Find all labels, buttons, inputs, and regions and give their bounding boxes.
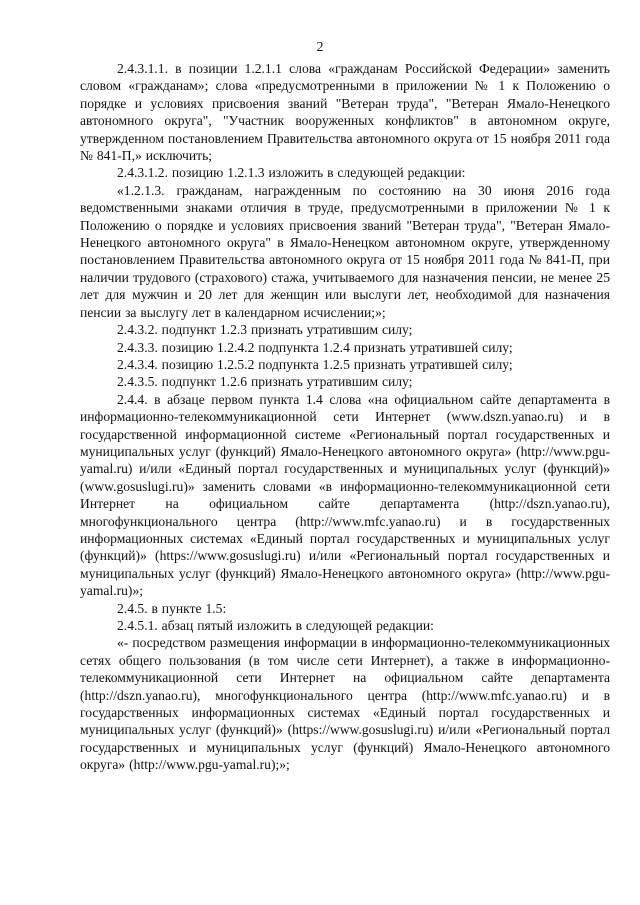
page-number: 2	[316, 40, 324, 55]
paragraph-2-4-3-3: 2.4.3.3. позицию 1.2.4.2 подпункта 1.2.4 признать утратившей силу;	[117, 339, 513, 355]
paragraph-2-4-3-5: 2.4.3.5. подпункт 1.2.6 признать утратившим силу;	[117, 374, 413, 390]
paragraph-2-4-4: 2.4.4. в абзаце первом пункта 1.4 слова «на официальном сайте департамента в информационно-телекоммуникационной сети Интернет (www.dszn.yanao.ru) и в государственной информационной системе «Региональный портал государственных и муниципальных услуг (функций) Ямало-Ненецкого автономного округа» (http://www.pgu-yamal.ru) и/или «Единый портал государственных и муниципальных услуг (функций)» (www.gosuslugi.ru)» заменить словами «в информационно-телекоммуникационной сети Интернет на официальном сайте департамента (http://dszn.yanao.ru), многофункционального центра (http://www.mfc.yanao.ru) и в государственных информационных системах «Единый портал государственных и муниципальных услуг (функций)» (https://www.gosuslugi.ru) и/или «Региональный портал государственных и муниципальных услуг (функций) Ямало-Ненецкого автономного округа» (http://www.pgu-yamal.ru)»;	[80, 391, 610, 599]
paragraph-quote-1-2-1-3: «1.2.1.3. гражданам, награжденным по состоянию на 30 июня 2016 года ведомственными знаками отличия в труде, предусмотренными в приложении № 1 к Положению о порядке и условиях присвоения званий "Ветеран труда", "Ветеран Ямало-Ненецкого автономного округа" в Ямало-Ненецком автономном округе, утвержденному постановлением Правительства автономного округа от 15 ноября 2011 года № 841-П, при наличии трудового (страхового) стажа, учитываемого для назначения пенсии, не менее 25 лет для мужчин и 20 лет для женщин или выслуги лет, необходимой для назначения пенсии за выслугу лет в календарном исчислении;»;	[80, 182, 610, 320]
paragraph-2-4-3-1-2: 2.4.3.1.2. позицию 1.2.1.3 изложить в следующей редакции:	[117, 165, 466, 181]
document-body	[80, 60, 610, 774]
paragraph-2-4-3-1-1: 2.4.3.1.1. в позиции 1.2.1.1 слова «гражданам Российской Федерации» заменить словом «гражданам»; слова «предусмотренными в приложении № 1 к Положению о порядке и условиях присвоения званий "Ветеран труда", "Ветеран Ямало-Ненецкого автономного округа", "Участник вооруженных конфликтов" в автономном округе, утвержденном постановлением Правительства автономного округа от 15 ноября 2011 года № 841-П,» исключить;	[80, 61, 610, 164]
paragraph-quote-posredstvom: «- посредством размещения информации в информационно-телекоммуникационных сетях общего пользования (в том числе сети Интернет), а также в информационно-телекоммуникационной сети Интернет на официальном сайте департамента (http://dszn.yanao.ru), многофункционального центра (http://www.mfc.yanao.ru) и в государственных информационных системах «Единый портал государственных и муниципальных услуг (функций)» (https://www.gosuslugi.ru) и/или «Региональный портал государственных и муниципальных услуг (функций) Ямало-Ненецкого автономного округа» (http://www.pgu-yamal.ru);»;	[80, 635, 610, 773]
paragraph-2-4-5-1: 2.4.5.1. абзац пятый изложить в следующей редакции:	[117, 618, 434, 633]
paragraph-2-4-3-2: 2.4.3.2. подпункт 1.2.3 признать утратившим силу;	[117, 322, 413, 338]
paragraph-2-4-5: 2.4.5. в пункте 1.5:	[117, 600, 227, 616]
paragraph-2-4-3-4: 2.4.3.4. позицию 1.2.5.2 подпункта 1.2.5 признать утратившей силу;	[117, 356, 513, 372]
